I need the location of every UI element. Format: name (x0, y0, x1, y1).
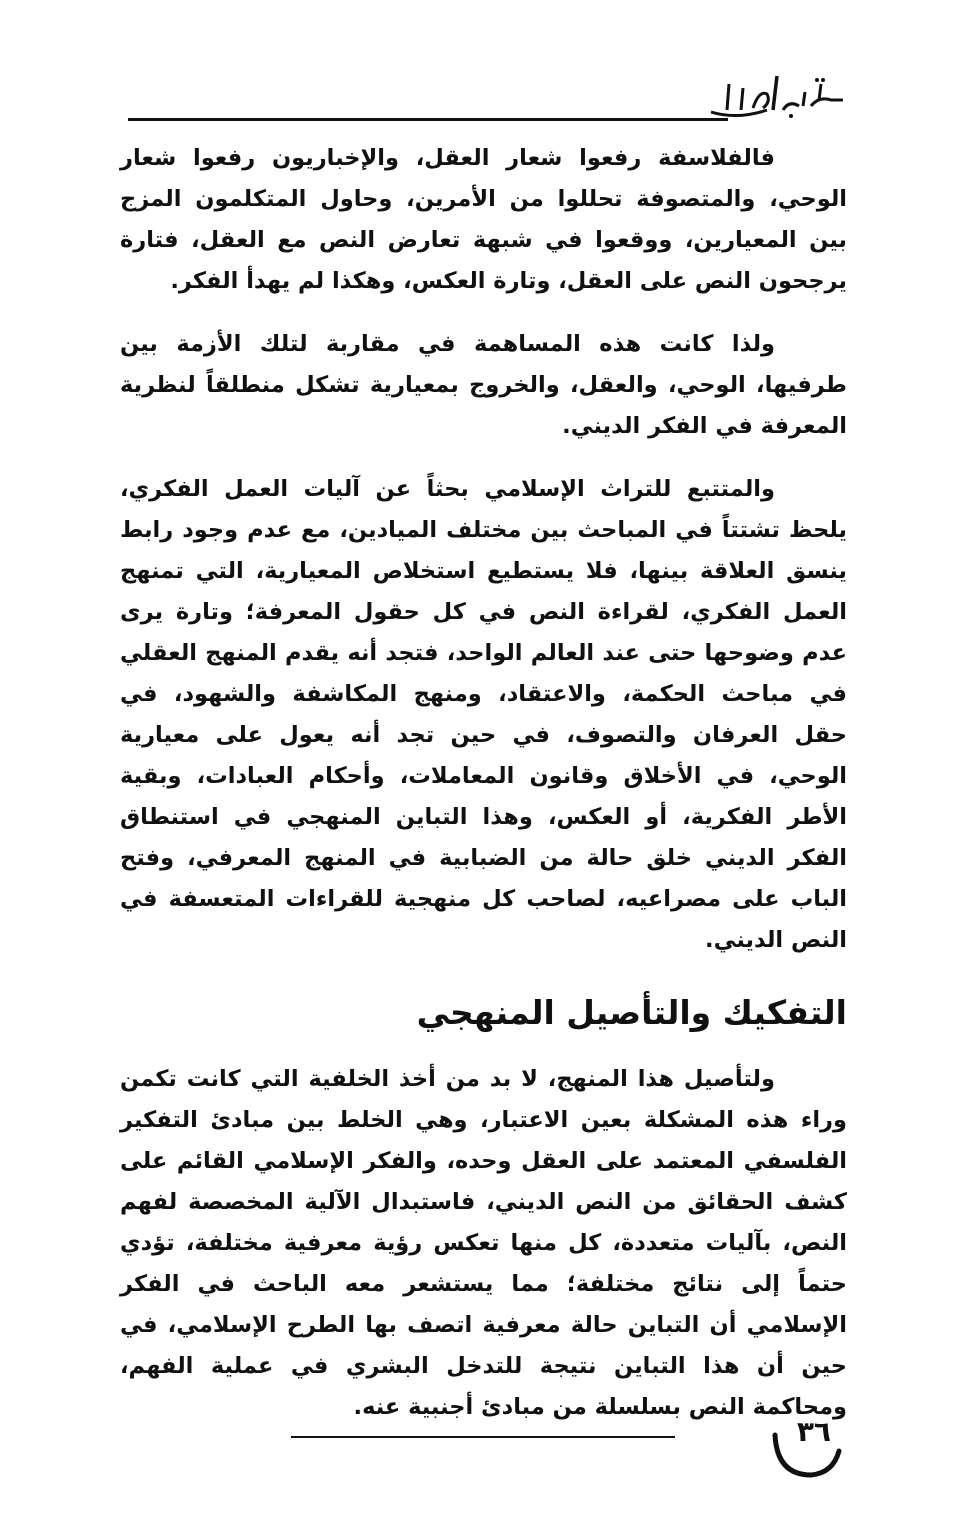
page-body (120, 138, 847, 1428)
book-title-calligraphy-icon (707, 70, 847, 126)
page-number: ٣٦ (796, 1415, 831, 1448)
footer-divider (291, 1436, 675, 1438)
section-heading: التفكيك والتأصيل المنهجي (416, 993, 847, 1032)
header-divider (128, 118, 728, 121)
paragraph: والمتتبع للتراث الإسلامي بحثاً عن آليات العمل الفكري، يلحظ تشتتاً في المباحث بين مختلف الميادين، مع عدم وجود رابط ينسق العلاقة بينها، فلا يستطيع استخلاص المعيارية، التي تمنهج العمل الفكري، لقراءة النص في كل حقول المعرفة؛ وتارة يرى عدم وضوحها حتى عند العالم الواحد، فتجد أنه يقدم المنهج العقلي في مباحث الحكمة، والاعتقاد، ومنهج المكاشفة والشهود، في حقل العرفان والتصوف، في حين تجد أنه يعول على معيارية الوحي، في الأخلاق وقانون المعاملات، وأحكام العبادات، وبقية الأطر الفكرية، أو العكس، وهذا التباين المنهجي في استنطاق الفكر الديني خلق حالة من الضبابية في المنهج المعرفي، وفتح الباب على مصراعيه، لصاحب كل منهجية للقراءات المتعسفة في النص الديني. (120, 476, 847, 953)
paragraph: فالفلاسفة رفعوا شعار العقل، والإخباريون رفعوا شعار الوحي، والمتصوفة تحللوا من الأمرين، وحاول المتكلمون المزج بين المعيارين، ووقعوا في شبهة تعارض النص مع العقل، فتارة يرجحون النص على العقل، وتارة العكس، وهكذا لم يهدأ الفكر. (120, 145, 847, 294)
page-number-block (767, 1405, 847, 1483)
book-title-logo (707, 70, 847, 126)
paragraph: ولتأصيل هذا المنهج، لا بد من أخذ الخلفية التي كانت تكمن وراء هذه المشكلة بعين الاعتبار، وهي الخلط بين مبادئ التفكير الفلسفي المعتمد على العقل وحده، والفكر الإسلامي القائم على كشف الحقائق من النص الديني، فاستبدال الآلية المخصصة لفهم النص، بآليات متعددة، كل منها تعكس رؤية معرفية مختلفة، تؤدي حتماً إلى نتائج مختلفة؛ مما يستشعر معه الباحث في الفكر الإسلامي أن التباين حالة معرفية اتصف بها الطرح الإسلامي، في حين أن هذا التباين نتيجة للتدخل البشري في عملية الفهم، ومحاكمة النص بسلسلة من مبادئ أجنبية عنه. (120, 1066, 847, 1420)
paragraph: ولذا كانت هذه المساهمة في مقاربة لتلك الأزمة بين طرفيها، الوحي، والعقل، والخروج بمعيارية تشكل منطلقاً لنظرية المعرفة في الفكر الديني. (120, 331, 847, 439)
